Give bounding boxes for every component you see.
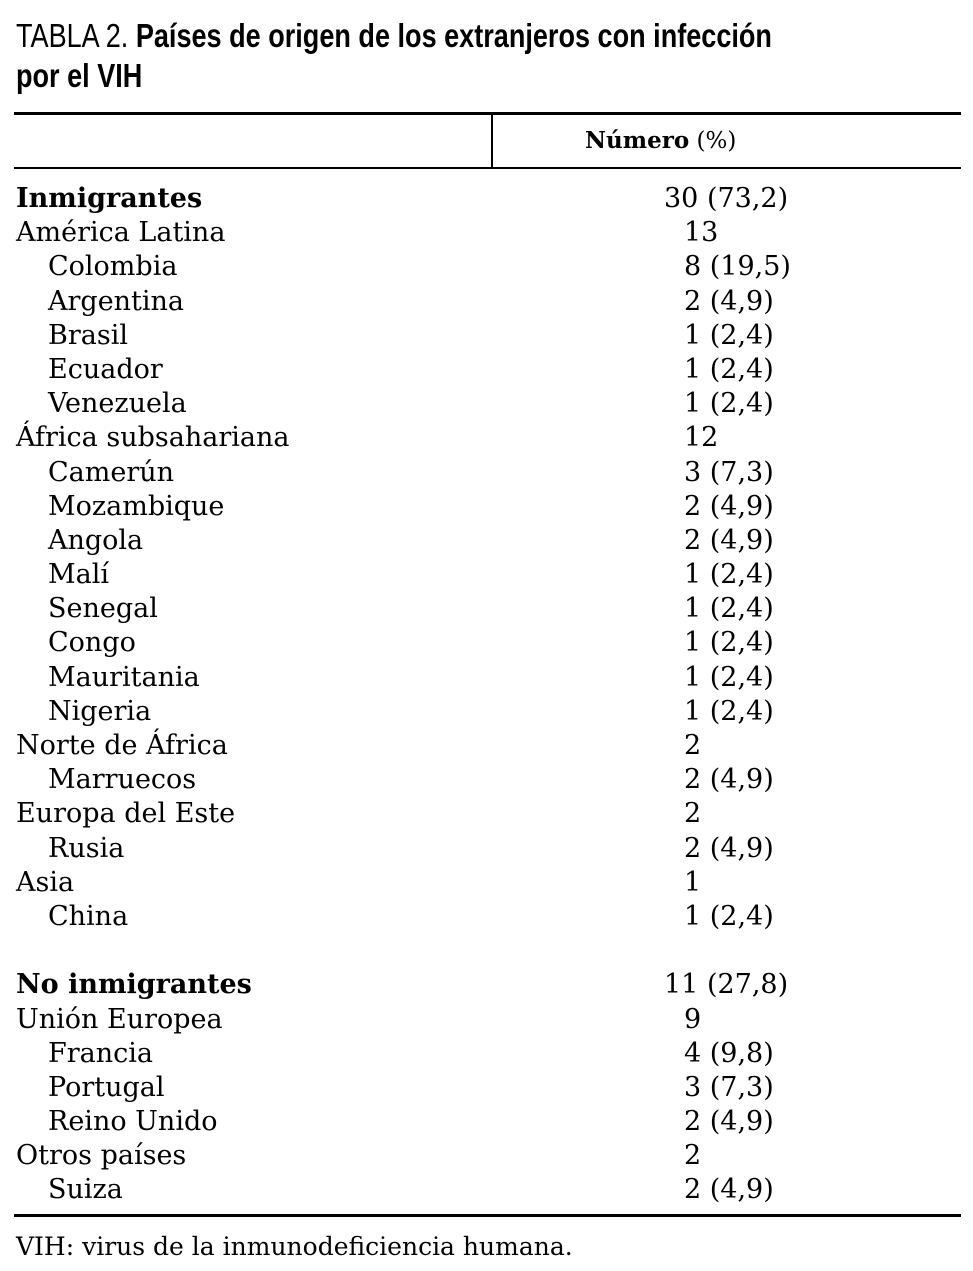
row-value: 1 (2,4) [684,695,774,727]
row-label: Argentina [48,285,185,317]
table-row-region [0,1003,973,1037]
header-rule [14,167,961,169]
row-value: 8 (19,5) [684,251,791,283]
table-row [0,900,973,934]
row-value: 12 [684,422,719,454]
row-value: 2 (4,9) [684,524,774,556]
table-row [0,387,973,421]
table-row [0,626,973,660]
row-label: Rusia [48,832,125,864]
row-label: Norte de África [16,730,228,761]
row-label: Camerún [48,456,175,488]
table-row [0,1071,973,1105]
row-value: 2 [684,1140,702,1172]
row-label: Suiza [48,1174,123,1206]
table-row-region [0,421,973,455]
caption-line-1 [16,16,787,56]
row-label: Nigeria [48,695,152,727]
table-row-region [0,216,973,250]
table-title: Países de origen de los extranjeros con infección [135,17,772,54]
table-number: TABLA 2. [16,17,129,54]
row-value: 1 (2,4) [684,319,774,351]
row-label: Brasil [48,319,128,351]
table-row [0,456,973,490]
row-value: 3 (7,3) [684,1071,774,1103]
table-row [0,558,973,592]
row-label: Otros países [16,1140,187,1172]
row-label: Colombia [48,251,178,283]
row-value: 1 (2,4) [684,661,774,693]
table-row-region [0,866,973,900]
row-label: Europa del Este [16,798,236,830]
row-value: 1 (2,4) [684,900,774,932]
row-label: Francia [48,1037,153,1069]
table-title-line-2: por el VIH [16,57,143,94]
table-caption [16,16,787,96]
table-body [0,182,973,1208]
table-footnote: VIH: virus de la inmunodeficiencia humana. [16,1232,573,1261]
table-row-group [0,182,973,216]
table-row [0,832,973,866]
row-value: 3 (7,3) [684,456,774,488]
table-row-region [0,797,973,831]
table-row [0,285,973,319]
table-row [0,661,973,695]
row-value: 9 [684,1003,702,1035]
row-label: Venezuela [48,388,187,420]
row-value: 2 (4,9) [684,764,774,796]
table-row [0,1037,973,1071]
row-label: Inmigrantes [16,183,203,214]
row-value: 1 (2,4) [684,593,774,625]
row-label: Mozambique [48,490,225,522]
row-value: 30 (73,2) [664,183,789,214]
row-value: 2 (4,9) [684,285,774,317]
row-label: Senegal [48,593,158,625]
row-value: 2 (4,9) [684,490,774,522]
row-value: 2 [684,730,702,761]
column-header-numero [585,126,736,156]
row-value: 4 (9,8) [684,1037,774,1069]
table-row [0,592,973,626]
table-row [0,1105,973,1139]
row-value: 1 [684,866,702,898]
row-label: Angola [48,524,144,556]
row-value: 13 [684,217,719,249]
row-label: Unión Europea [16,1003,223,1035]
column-header-unit: (%) [696,128,737,154]
row-value: 2 (4,9) [684,1174,774,1206]
row-label: China [48,900,129,932]
row-label: Portugal [48,1071,165,1103]
table-row-group [0,968,973,1002]
table-row [0,353,973,387]
row-label: Malí [48,559,110,591]
row-value: 1 (2,4) [684,353,774,385]
table-row [0,763,973,797]
row-label: Marruecos [48,764,197,796]
table-row-region [0,729,973,763]
header-divider [491,114,493,168]
table-row [0,524,973,558]
table-row [0,1173,973,1207]
row-value: 2 (4,9) [684,832,774,864]
row-value: 1 (2,4) [684,627,774,659]
row-label: África subsahariana [16,422,290,454]
table-row-region [0,1139,973,1173]
row-label: Ecuador [48,353,163,385]
bottom-rule [14,1214,961,1217]
table-row [0,695,973,729]
row-label: Reino Unido [48,1106,218,1138]
table-row [0,319,973,353]
row-label: No inmigrantes [16,969,252,1001]
table-row [0,490,973,524]
row-value: 1 (2,4) [684,559,774,591]
top-rule [14,112,961,115]
row-value: 2 [684,798,702,830]
row-value: 1 (2,4) [684,388,774,420]
table-row [0,250,973,284]
row-value: 2 (4,9) [684,1106,774,1138]
row-value: 11 (27,8) [664,969,789,1001]
column-header-label: Número [585,127,690,154]
row-label: Asia [16,866,75,898]
row-label: Congo [48,627,136,659]
row-spacer [0,934,973,968]
row-label: América Latina [16,217,226,249]
row-label: Mauritania [48,661,200,693]
